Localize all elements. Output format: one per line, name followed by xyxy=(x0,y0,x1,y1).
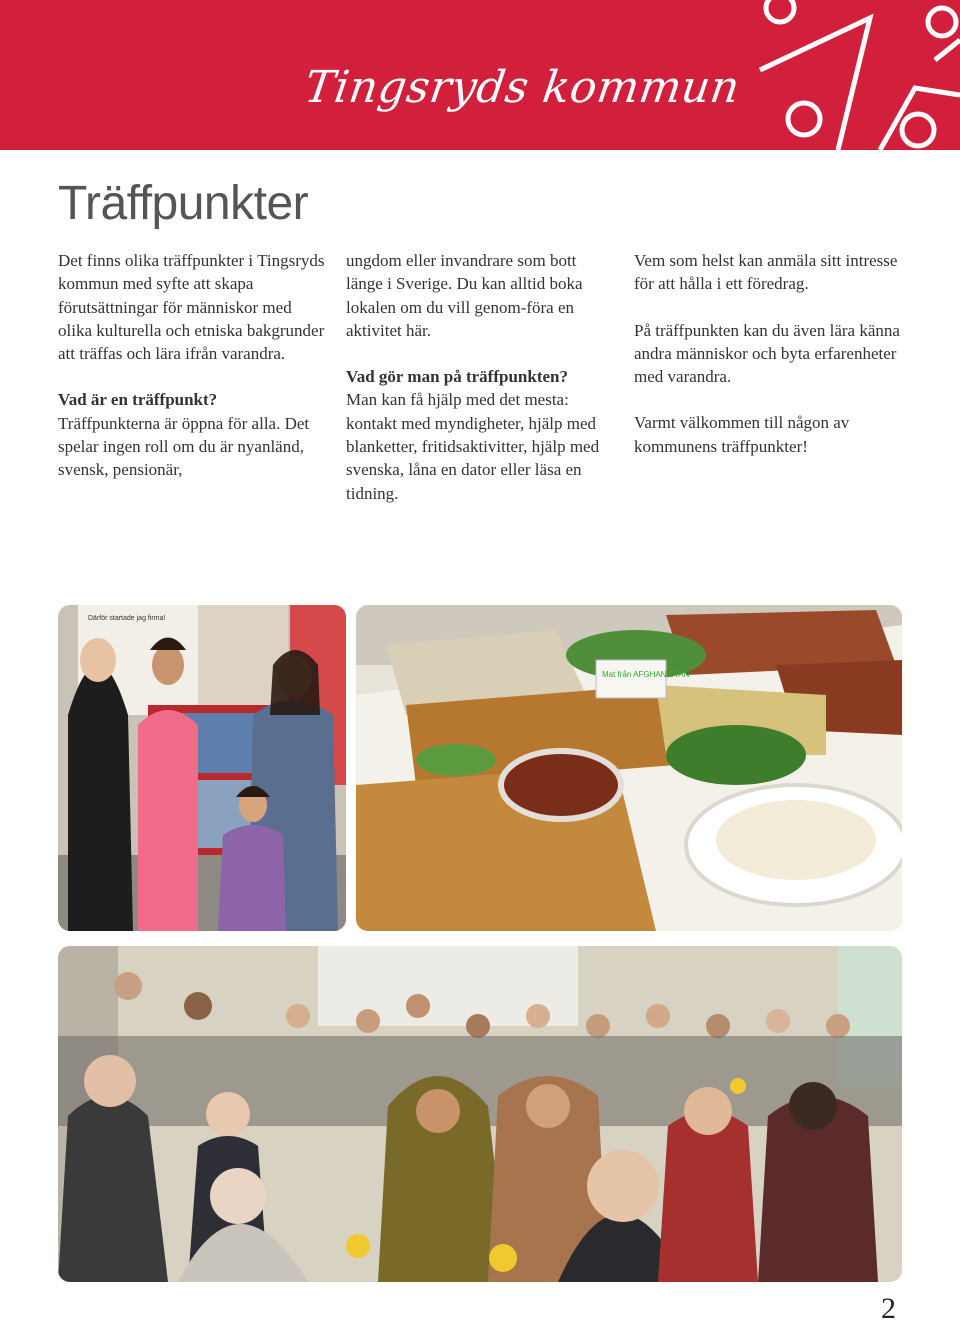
page-header xyxy=(0,0,960,150)
section-heading: Vad gör man på träffpunkten? xyxy=(346,367,568,387)
intro-paragraph: Det finns olika träffpunkter i Tingsryds kommun med syfte att skapa förutsättningar för människor med olika kulturella och etniska bakgrunder att träffas och lära ifrån varandra. xyxy=(58,251,325,364)
food-sign-text: Mat från AFGHANISTAN xyxy=(602,670,690,679)
welcome-paragraph: Varmt välkommen till någon av kommunens träffpunkter! xyxy=(634,413,850,456)
section-text: Träffpunkterna är öppna för alla. Det spelar ingen roll om du är nyanländ, svensk, pensionär, xyxy=(58,413,310,480)
text-column-2 xyxy=(346,249,616,528)
page-number: 2 xyxy=(881,1292,896,1325)
meet-people-paragraph: På träffpunkten kan du även lära känna andra människor och byta erfarenheter med varandra. xyxy=(634,320,900,387)
text-column-1 xyxy=(58,249,328,505)
poster-text: Därför startade jag firma! xyxy=(88,615,166,622)
star-decoration-icon xyxy=(720,0,960,150)
municipality-logo: Tingsryds kommun xyxy=(301,62,743,113)
section-heading: Vad är en träffpunkt? xyxy=(58,390,218,410)
lecture-paragraph: Vem som helst kan anmäla sitt intresse för att hålla i ett föredrag. xyxy=(634,251,898,294)
section-text: Man kan få hjälp med det mesta: kontakt med myndigheter, hjälp med blanketter, fritidsaktivitter, hjälp med svenska, låna en dator eller läsa en tidning. xyxy=(346,390,600,503)
photo-girls-by-posters xyxy=(58,605,346,931)
what-to-do-section xyxy=(346,365,616,505)
photo-food-buffet xyxy=(356,605,902,931)
photo-audience xyxy=(58,946,902,1282)
continued-paragraph: ungdom eller invandrare som bott länge i Sverige. Du kan alltid boka lokalen om du vill genom-föra en aktivitet här. xyxy=(346,251,583,340)
what-is-section xyxy=(58,388,328,481)
text-column-3 xyxy=(634,249,904,481)
page-title: Träffpunkter xyxy=(58,177,309,230)
